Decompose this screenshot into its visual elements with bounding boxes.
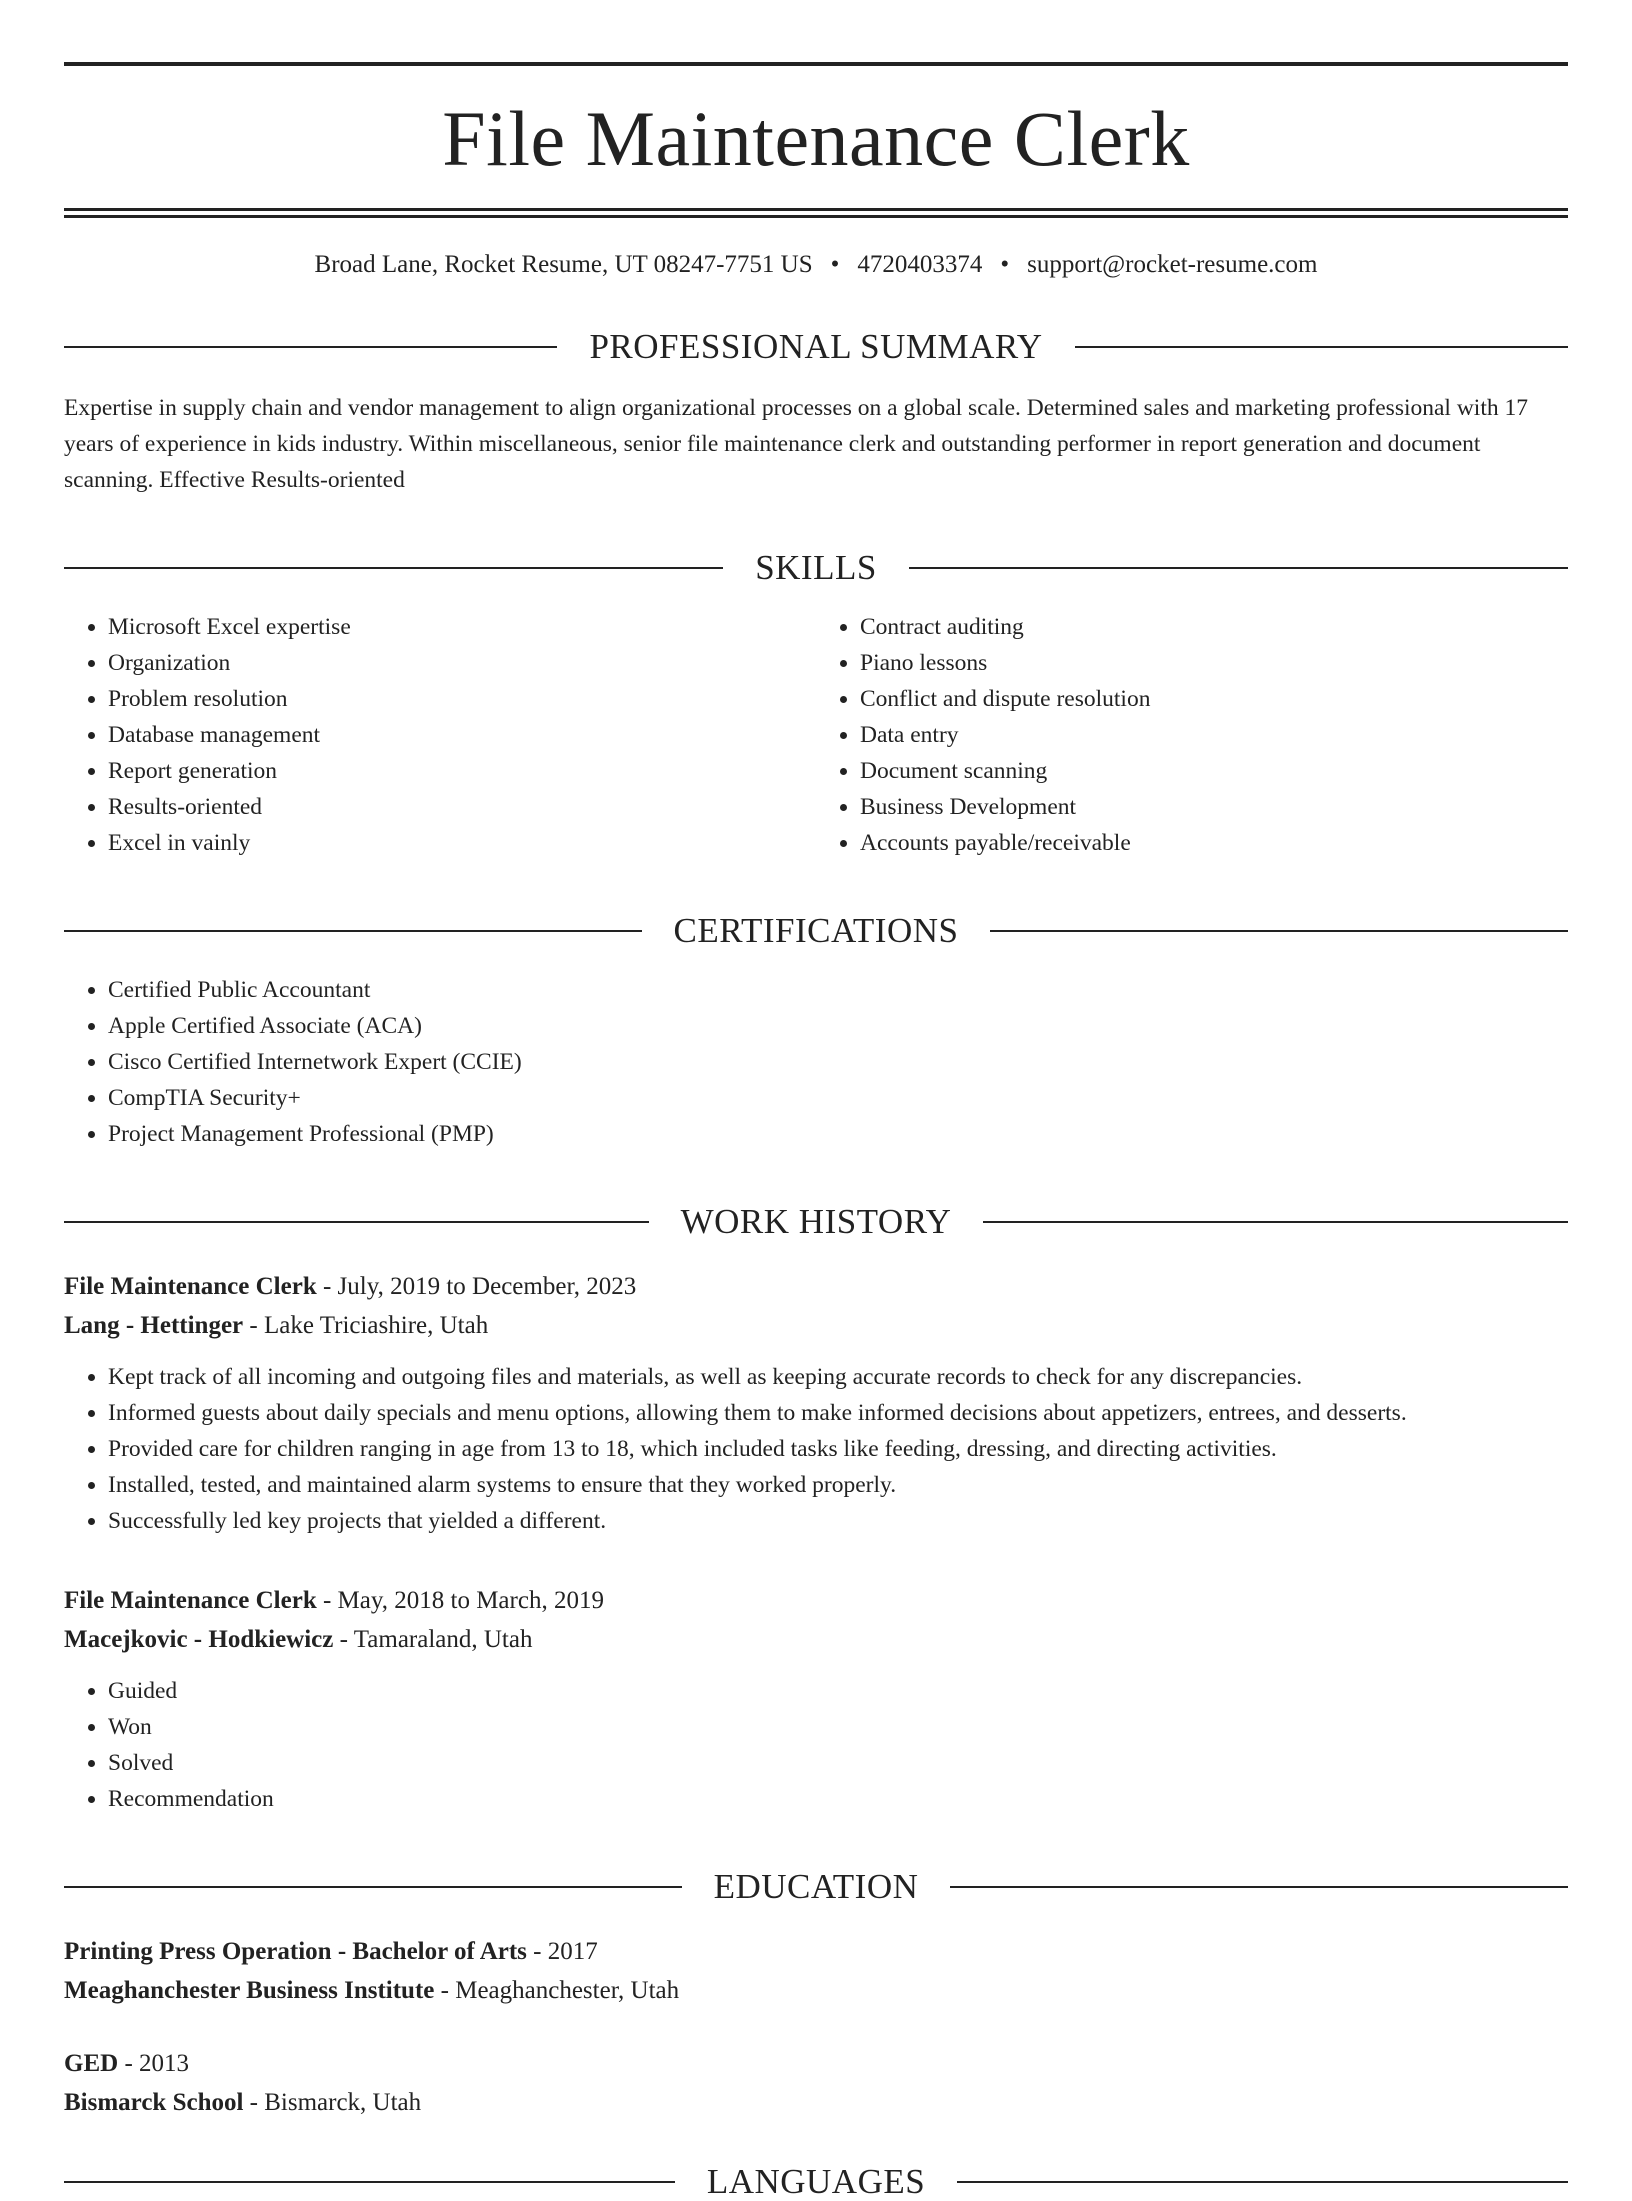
contact-email: support@rocket-resume.com xyxy=(1027,251,1318,278)
contact-separator: • xyxy=(830,251,840,278)
heading-rule-right xyxy=(990,930,1568,932)
certifications-heading xyxy=(64,913,1568,948)
heading-rule-left xyxy=(64,1221,649,1223)
contact-separator: • xyxy=(1000,251,1010,278)
heading-rule-right xyxy=(957,2181,1568,2183)
double-rule xyxy=(64,208,1568,218)
certification-item: • Project Management Professional (PMP) xyxy=(108,1116,1568,1152)
languages-heading-label: LANGUAGES xyxy=(706,2162,926,2201)
job-entry xyxy=(64,1581,1568,1817)
education-entry xyxy=(64,2044,1568,2122)
education-school: Bismarck School xyxy=(64,2089,244,2116)
job-bullet: • Kept track of all incoming and outgoing files and materials, as well as keeping accurate records to check for any discrepancies. xyxy=(108,1359,1568,1395)
heading-rule-right xyxy=(983,1221,1568,1223)
education-school-line xyxy=(64,1971,1568,2010)
certification-item: • Certified Public Accountant xyxy=(108,972,1568,1008)
job-title: File Maintenance Clerk xyxy=(64,1273,317,1300)
job-company: Macejkovic - Hodkiewicz xyxy=(64,1626,334,1653)
certification-item: • Apple Certified Associate (ACA) xyxy=(108,1008,1568,1044)
heading-rule-left xyxy=(64,930,642,932)
summary-heading xyxy=(64,329,1568,364)
education-year: - 2017 xyxy=(526,1938,598,1965)
heading-rule-left xyxy=(64,1886,682,1888)
certification-item: • CompTIA Security+ xyxy=(108,1080,1568,1116)
skill-item: • Data entry xyxy=(860,717,1568,753)
job-bullet: • Won xyxy=(108,1709,1568,1745)
heading-rule-right xyxy=(909,567,1568,569)
skill-item: • Conflict and dispute resolution xyxy=(860,681,1568,717)
job-bullets xyxy=(64,1673,1568,1817)
job-bullet: • Recommendation xyxy=(108,1781,1568,1817)
skill-item: • Problem resolution xyxy=(108,681,816,717)
work-heading xyxy=(64,1204,1568,1239)
education-degree-line xyxy=(64,2044,1568,2083)
skill-item: • Document scanning xyxy=(860,753,1568,789)
education-degree: GED xyxy=(64,2050,119,2077)
job-dates: - May, 2018 to March, 2019 xyxy=(316,1587,604,1614)
summary-text: Expertise in supply chain and vendor management to align organizational processes on a global scale. Determined sales and marketing professional with 17 years of experience in kids industry. Within miscellaneous, senior file maintenance clerk and outstanding performer in report generation and document scanning. Effective Results-oriented xyxy=(64,395,1528,493)
certifications-list xyxy=(64,972,1568,1152)
job-bullet: • Informed guests about daily specials and menu options, allowing them to make informed decisions about appetizers, entrees, and desserts. xyxy=(108,1395,1568,1431)
job-bullet: • Successfully led key projects that yielded a different. xyxy=(108,1503,1568,1539)
skill-item: • Organization xyxy=(108,645,816,681)
job-dates: - July, 2019 to December, 2023 xyxy=(316,1273,637,1300)
education-degree: Printing Press Operation - Bachelor of Arts xyxy=(64,1938,527,1965)
education-location: - Bismarck, Utah xyxy=(243,2089,422,2116)
skill-item: • Results-oriented xyxy=(108,789,816,825)
skill-item: • Business Development xyxy=(860,789,1568,825)
resume-name: File Maintenance Clerk xyxy=(442,95,1190,182)
job-bullet: • Solved xyxy=(108,1745,1568,1781)
job-title-line xyxy=(64,1581,1568,1620)
job-title-line xyxy=(64,1267,1568,1306)
education-degree-line xyxy=(64,1932,1568,1971)
certifications-heading-label: CERTIFICATIONS xyxy=(673,911,959,950)
top-rule xyxy=(64,62,1568,66)
skill-item: • Piano lessons xyxy=(860,645,1568,681)
skills-heading xyxy=(64,550,1568,585)
heading-rule-right xyxy=(1075,346,1568,348)
education-entry xyxy=(64,1932,1568,2010)
contact-phone: 4720403374 xyxy=(857,251,983,278)
work-heading-label: WORK HISTORY xyxy=(680,1202,952,1241)
certification-item: • Cisco Certified Internetwork Expert (CCIE) xyxy=(108,1044,1568,1080)
contact-address: Broad Lane, Rocket Resume, UT 08247-7751 US xyxy=(314,251,813,278)
job-bullet: • Provided care for children ranging in age from 13 to 18, which included tasks like feeding, dressing, and directing activities. xyxy=(108,1431,1568,1467)
job-bullet: • Guided xyxy=(108,1673,1568,1709)
skill-item: • Accounts payable/receivable xyxy=(860,825,1568,861)
job-entry xyxy=(64,1267,1568,1539)
job-company-line xyxy=(64,1306,1568,1345)
skill-item: • Database management xyxy=(108,717,816,753)
job-bullet: • Installed, tested, and maintained alarm systems to ensure that they worked properly. xyxy=(108,1467,1568,1503)
skills-heading-label: SKILLS xyxy=(755,548,877,587)
education-year: - 2013 xyxy=(118,2050,190,2077)
resume-page xyxy=(0,62,1632,2201)
skills-column-left xyxy=(64,609,816,861)
job-location: - Tamaraland, Utah xyxy=(333,1626,533,1653)
job-company-line xyxy=(64,1620,1568,1659)
skill-item: • Report generation xyxy=(108,753,816,789)
education-school-line xyxy=(64,2083,1568,2122)
skill-item: • Microsoft Excel expertise xyxy=(108,609,816,645)
skill-item: • Contract auditing xyxy=(860,609,1568,645)
languages-heading xyxy=(64,2164,1568,2199)
skills-list xyxy=(64,609,1568,861)
job-bullets xyxy=(64,1359,1568,1539)
heading-rule-left xyxy=(64,346,557,348)
heading-rule-right xyxy=(950,1886,1568,1888)
skill-item: • Excel in vainly xyxy=(108,825,816,861)
education-heading xyxy=(64,1869,1568,1904)
summary-heading-label: PROFESSIONAL SUMMARY xyxy=(589,327,1043,366)
heading-rule-left xyxy=(64,2181,675,2183)
job-company: Lang - Hettinger xyxy=(64,1312,244,1339)
job-location: - Lake Triciashire, Utah xyxy=(243,1312,489,1339)
job-title: File Maintenance Clerk xyxy=(64,1587,317,1614)
contact-line xyxy=(64,252,1568,277)
education-school: Meaghanchester Business Institute xyxy=(64,1977,435,2004)
education-location: - Meaghanchester, Utah xyxy=(434,1977,680,2004)
skills-column-right xyxy=(816,609,1568,861)
heading-rule-left xyxy=(64,567,723,569)
education-heading-label: EDUCATION xyxy=(713,1867,919,1906)
